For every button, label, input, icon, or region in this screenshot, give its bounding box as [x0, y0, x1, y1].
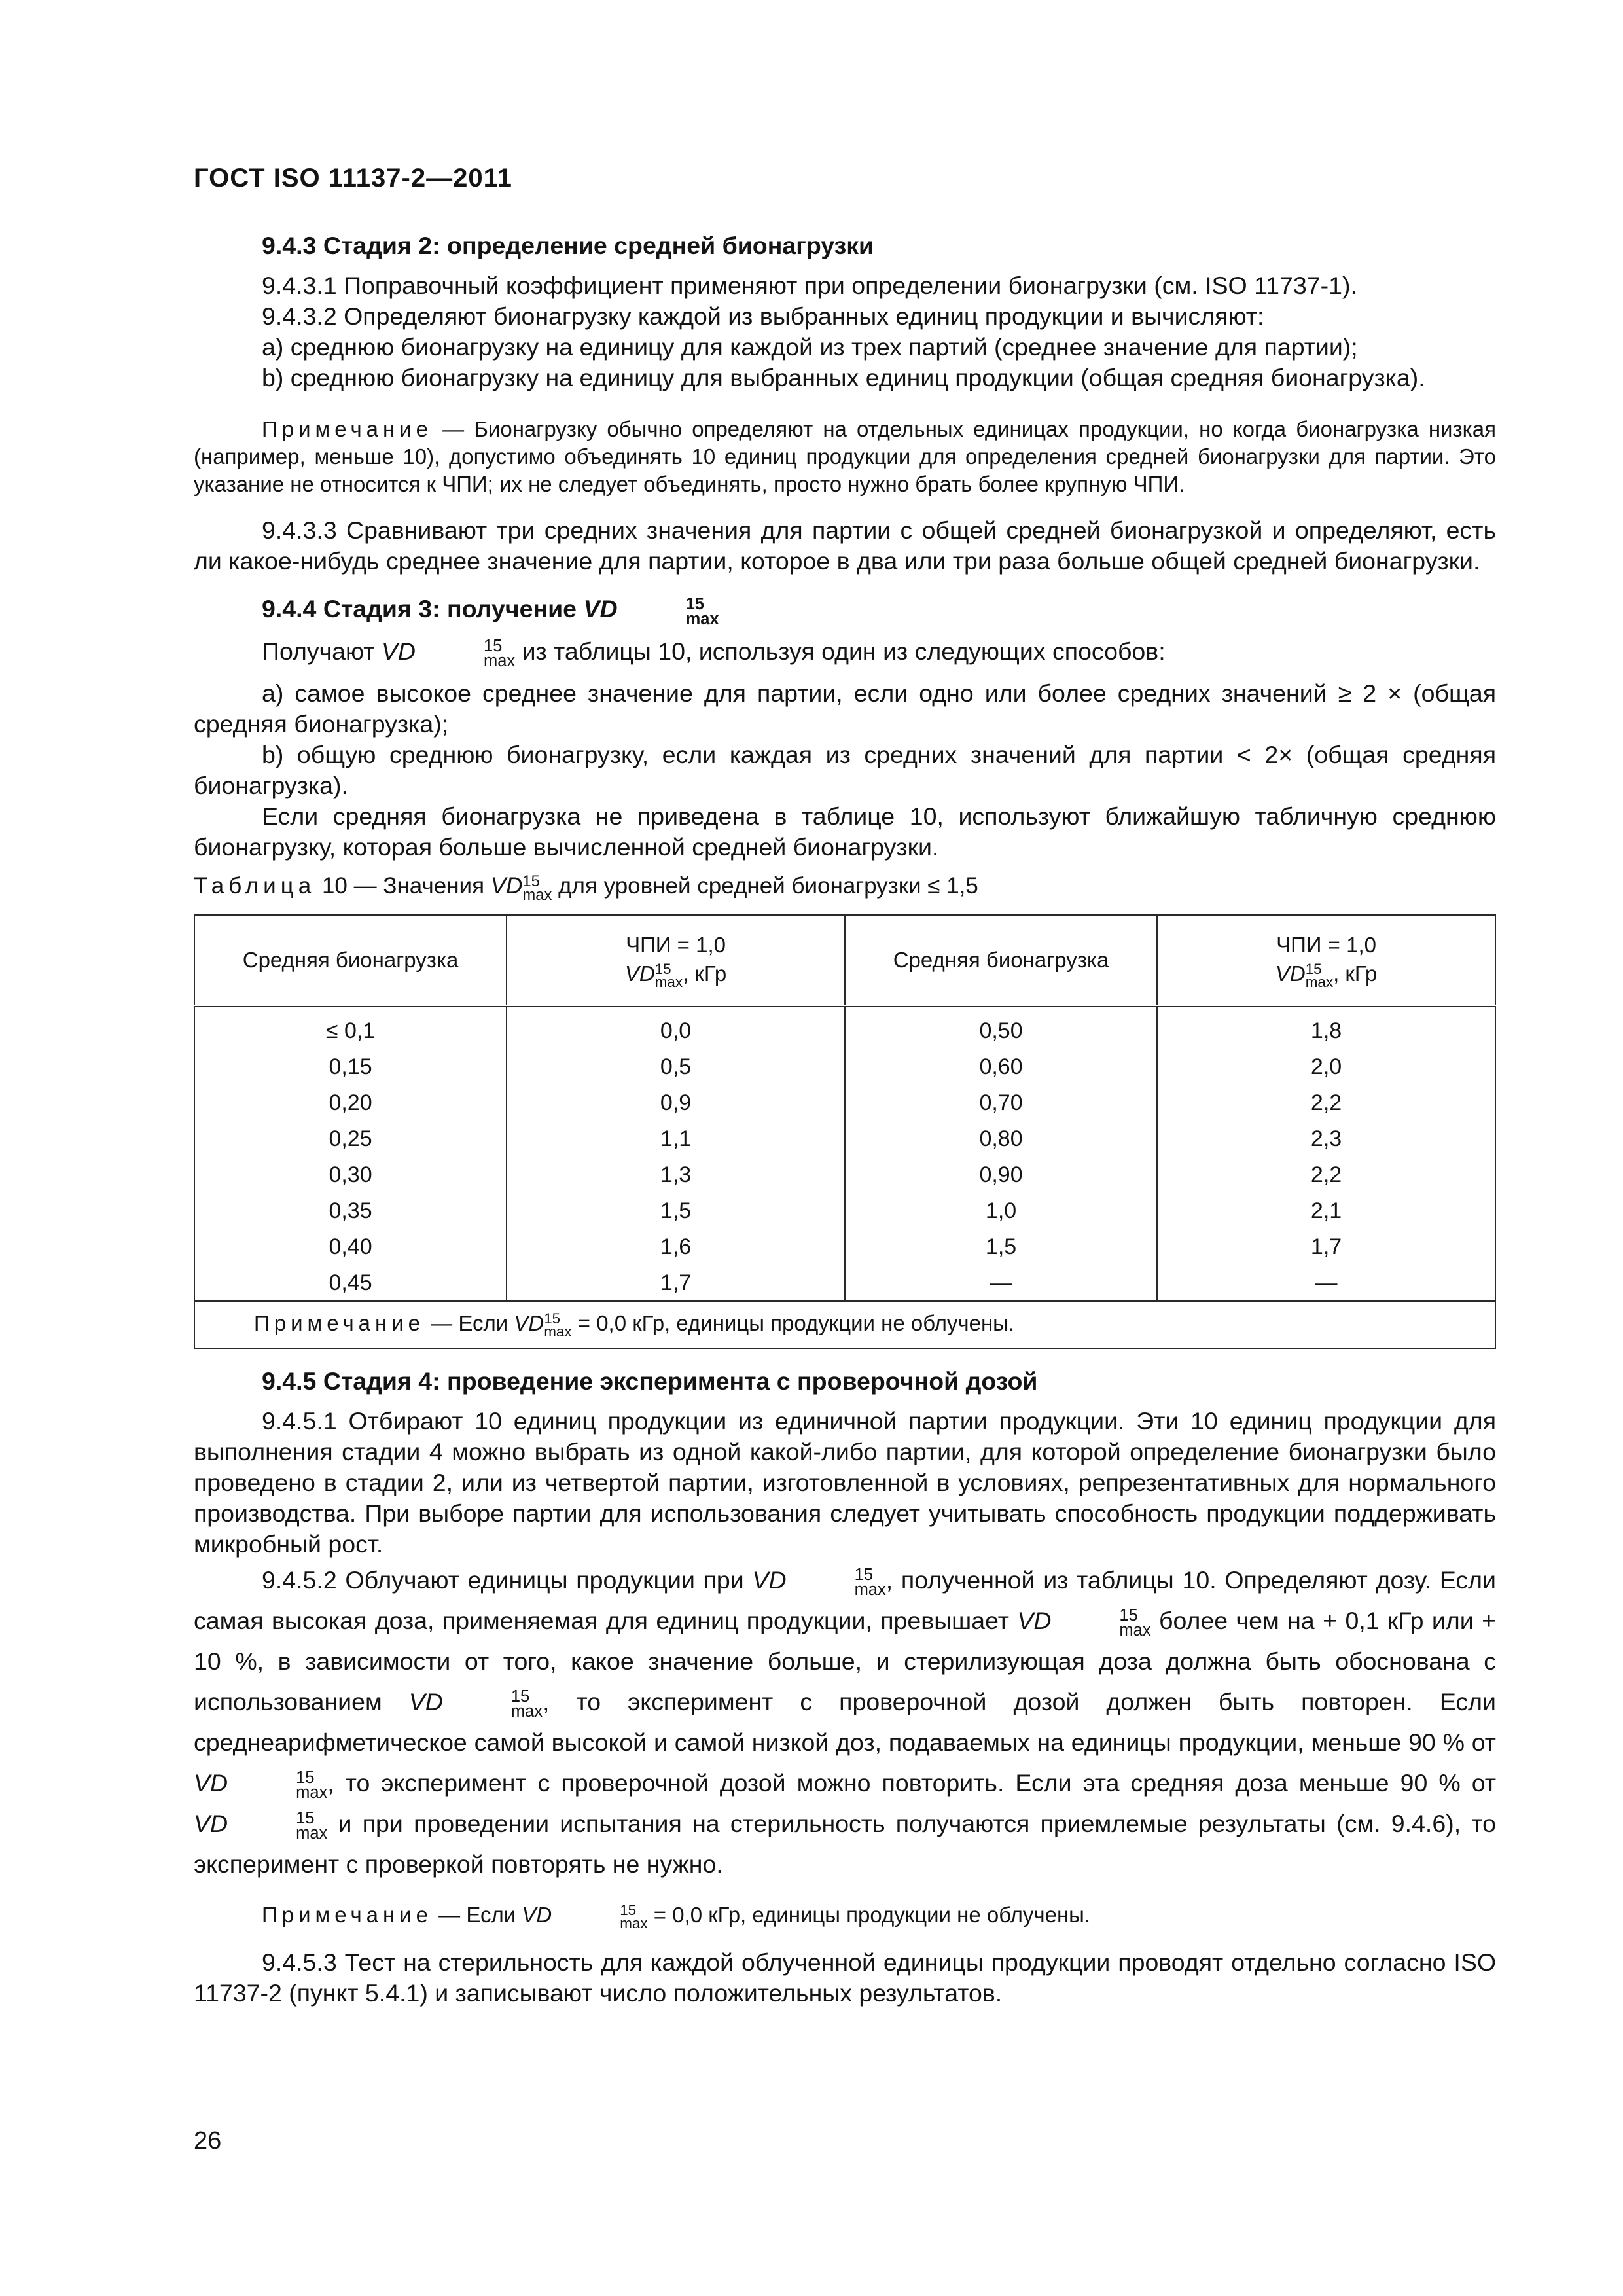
table-row	[194, 1157, 1495, 1193]
table-cell: 0,60	[845, 1049, 1157, 1085]
section-heading-9-4-4	[194, 594, 1496, 627]
table-cell: 2,2	[1157, 1157, 1495, 1193]
table-cell: 1,8	[1157, 1005, 1495, 1049]
page-content	[194, 230, 1496, 2009]
note-label: Примечание	[262, 417, 433, 441]
list-item-a: a) самое высокое среднее значение для партии, если одно или более средних значений ≥ 2 × (общая средняя бионагрузка);	[194, 679, 1496, 738]
table-cell: 1,0	[845, 1193, 1157, 1229]
table-cell: 0,35	[194, 1193, 507, 1229]
section-heading-9-4-5: 9.4.5 Стадия 4: проведение эксперимента с проверочной дозой	[262, 1367, 1038, 1395]
header-cell: ЧПИ = 1,0 VD 15 max , кГр	[1157, 915, 1495, 1006]
table-cell: 0,70	[845, 1085, 1157, 1121]
paragraph-9-4-5-2: 9.4.5.2 Облучают единицы продукции при VD 15 max , полученной из таблицы 10. Определяют дозу. Если самая высокая доза, применяемая для единиц продукции, превышает VD 15 max более чем на + 0,1 кГр или + 10 %, в зависимости от того, какое значение больше, и стерилизующая доза должна быть обоснована с использованием VD 15 max , то эксперимент с проверочной дозой должен быть повторен. Если среднеарифметическое самой высокой и самой низкой доз, подаваемых на единицы продукции, меньше 90 % от VD 15 max , то эксперимент с проверочной дозой можно повторить. Если эта средняя доза меньше 90 % от VD 15 max и при проведении испытания на стерильность получаются приемлемые результаты (см. 9.4.6), то эксперимент с проверкой повторять не нужно.	[194, 1566, 1497, 1878]
table-cell: 0,50	[845, 1005, 1157, 1049]
table-cell: 0,20	[194, 1085, 507, 1121]
paragraph-9-4-5-3: 9.4.5.3 Тест на стерильность для каждой облученной единицы продукции проводят отдельно согласно ISO 11737-2 (пункт 5.4.1) и записывают число положительных результатов.	[194, 1948, 1496, 2007]
table-cell: 2,1	[1157, 1193, 1495, 1229]
table-cell: 1,5	[845, 1229, 1157, 1265]
table-cell: 0,15	[194, 1049, 507, 1085]
table-cell: 1,5	[507, 1193, 845, 1229]
header-cell: ЧПИ = 1,0 VD 15 max , кГр	[507, 915, 845, 1006]
paragraph-9-4-3-2: 9.4.3.2 Определяют бионагрузку каждой из выбранных единиц продукции и вычисляют:	[262, 302, 1264, 330]
table-cell: 0,45	[194, 1265, 507, 1301]
vd-symbol: VD 15 max	[490, 872, 552, 905]
table-row	[194, 1265, 1495, 1301]
paragraph-9-4-3-3: 9.4.3.3 Сравнивают три средних значения для партии с общей средней бионагрузкой и определяют, есть ли какое-нибудь среднее значение для партии, которое в два или три раза больше общей средней бионагрузки.	[194, 516, 1496, 575]
table-cell: 1,7	[507, 1265, 845, 1301]
table-cell: 1,1	[507, 1121, 845, 1157]
table-cell: 0,5	[507, 1049, 845, 1085]
list-item-a: a) среднюю бионагрузку на единицу для каждой из трех партий (среднее значение для партии);	[262, 333, 1358, 361]
list-item-b: b) общую среднюю бионагрузку, если каждая из средних значений для партии < 2× (общая средняя бионагрузка).	[194, 741, 1496, 800]
list-item-b: b) среднюю бионагрузку на единицу для выбранных единиц продукции (общая средняя бионагрузка).	[262, 364, 1425, 391]
table-caption: Таблица 10 — Значения VD 15 max для уровней средней бионагрузки ≤ 1,5	[194, 872, 978, 905]
vd-symbol: VD 15 max	[583, 594, 719, 628]
table-note: Примечание — Если VD 15 max = 0,0 кГр, единицы продукции не облучены.	[194, 1301, 1495, 1348]
table-cell: —	[845, 1265, 1157, 1301]
table-cell: 0,40	[194, 1229, 507, 1265]
table-cell: 0,9	[507, 1085, 845, 1121]
table-row	[194, 1085, 1495, 1121]
page-number: 26	[194, 2127, 222, 2155]
table-cell: 1,7	[1157, 1229, 1495, 1265]
table-cell: 1,3	[507, 1157, 845, 1193]
table-cell: 2,0	[1157, 1049, 1495, 1085]
header-cell: Средняя бионагрузка	[845, 915, 1157, 1006]
table-cell: 0,80	[845, 1121, 1157, 1157]
table-cell: 2,2	[1157, 1085, 1495, 1121]
paragraph-9-4-3-1: 9.4.3.1 Поправочный коэффициент применяют при определении бионагрузки (см. ISO 11737-1).	[262, 272, 1357, 299]
table-row	[194, 1121, 1495, 1157]
paragraph-9-4-4-intro: Получают VD 15 max из таблицы 10, используя один из следующих способов:	[262, 637, 1166, 671]
table-cell: 0,90	[845, 1157, 1157, 1193]
note-text: — Бионагрузку обычно определяют на отдельных единицах продукции, но когда бионагрузка низкая (например, меньше 10), допустимо объединять 10 единиц продукции для определения средней бионагрузки для партии. Это указание не относится к ЧПИ; их не следует объединять, просто нужно брать более крупную ЧПИ.	[194, 417, 1496, 496]
heading-text: 9.4.4 Стадия 3: получение	[262, 595, 584, 622]
vd-symbol: VD 15 max	[381, 637, 516, 671]
note-9-4-5: Примечание — Если VD 15 max = 0,0 кГр, единицы продукции не облучены.	[262, 1901, 1091, 1932]
table-header-row	[194, 915, 1495, 1006]
section-heading-9-4-3: 9.4.3 Стадия 2: определение средней бионагрузки	[262, 232, 874, 259]
table-cell: 0,25	[194, 1121, 507, 1157]
table-10	[194, 914, 1496, 1349]
note-9-4-3	[194, 416, 1496, 498]
table-cell: —	[1157, 1265, 1495, 1301]
table-cell: 0,0	[507, 1005, 845, 1049]
paragraph-9-4-5-1: 9.4.5.1 Отбирают 10 единиц продукции из единичной партии продукции. Эти 10 единиц продукции для выполнения стадии 4 можно выбрать из одной какой-либо партии, для которой определение бионагрузки было проведено в стадии 2, или из четвертой партии, изготовленной в условиях, репрезентативных для нормального производства. При выборе партии для использования следует учитывать способность продукции поддерживать микробный рост.	[194, 1407, 1496, 1558]
table-cell: 2,3	[1157, 1121, 1495, 1157]
table-row	[194, 1229, 1495, 1265]
table-cell: 1,6	[507, 1229, 845, 1265]
table-row	[194, 1049, 1495, 1085]
table-note-row	[194, 1301, 1495, 1348]
table-row	[194, 1193, 1495, 1229]
table-cell: ≤ 0,1	[194, 1005, 507, 1049]
document-header: ГОСТ ISO 11137-2—2011	[194, 164, 512, 192]
table-cell: 0,30	[194, 1157, 507, 1193]
header-cell: Средняя бионагрузка	[194, 915, 507, 1006]
paragraph-9-4-4-note: Если средняя бионагрузка не приведена в таблице 10, используют ближайшую табличную среднюю бионагрузку, которая больше вычисленной средней бионагрузки.	[194, 802, 1496, 861]
table-row	[194, 1005, 1495, 1049]
